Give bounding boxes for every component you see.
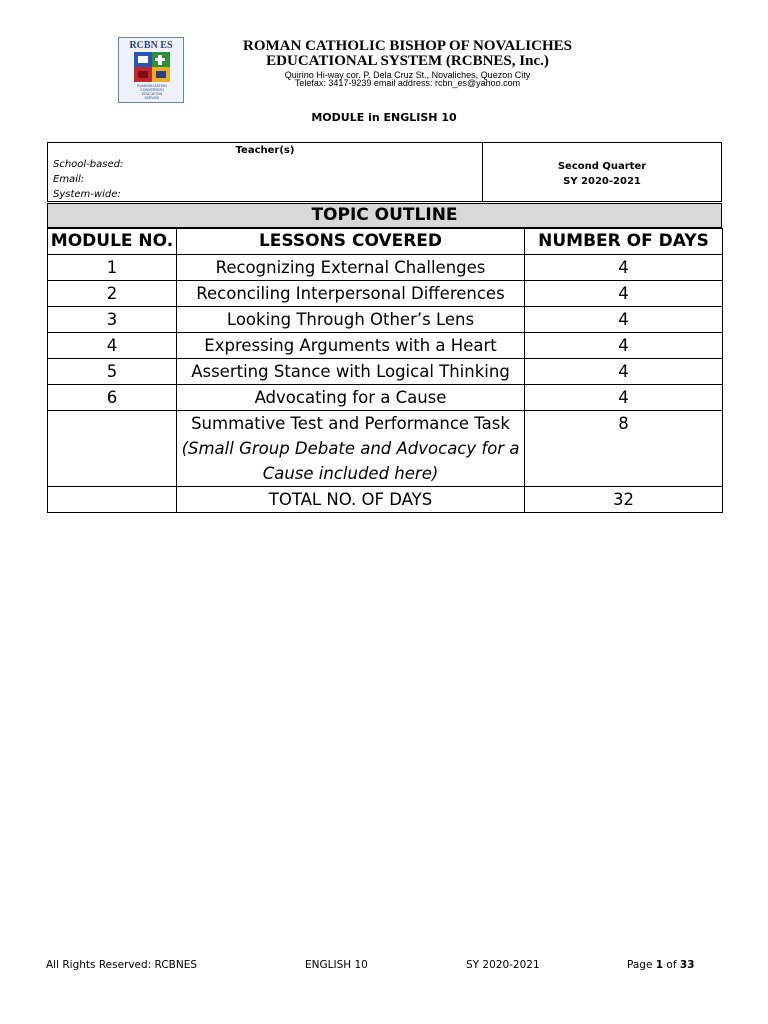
lesson-days: 4 bbox=[525, 255, 723, 281]
table-row bbox=[48, 281, 723, 307]
lesson-days: 4 bbox=[525, 385, 723, 411]
table-row bbox=[48, 333, 723, 359]
quarter-info bbox=[483, 159, 721, 189]
table-row bbox=[48, 307, 723, 333]
lesson-days: 4 bbox=[525, 333, 723, 359]
module-number-empty bbox=[48, 411, 177, 487]
table-row bbox=[48, 255, 723, 281]
lesson-title: Reconciling Interpersonal Differences bbox=[177, 281, 525, 307]
lesson-days: 4 bbox=[525, 307, 723, 333]
topic-outline-table bbox=[47, 228, 723, 513]
teacher-info-box bbox=[47, 142, 722, 202]
module-number: 2 bbox=[48, 281, 177, 307]
footer-subject: ENGLISH 10 bbox=[305, 959, 368, 971]
module-number: 3 bbox=[48, 307, 177, 333]
total-days: 32 bbox=[525, 487, 723, 513]
module-number: 1 bbox=[48, 255, 177, 281]
org-address: Quirino Hi-way cor. P. Dela Cruz St., Novaliches, Quezon City bbox=[284, 70, 531, 80]
table-row bbox=[48, 385, 723, 411]
document-title: MODULE in ENGLISH 10 bbox=[311, 111, 457, 124]
system-wide-label: System-wide: bbox=[53, 189, 121, 200]
footer-rights: All Rights Reserved: RCBNES bbox=[46, 959, 198, 971]
school-logo bbox=[118, 37, 184, 103]
lesson-days: 4 bbox=[525, 281, 723, 307]
total-label: TOTAL NO. OF DAYS bbox=[177, 487, 525, 513]
school-based-label: School-based: bbox=[53, 159, 124, 170]
module-number: 4 bbox=[48, 333, 177, 359]
school-year-label: SY 2020-2021 bbox=[563, 176, 641, 187]
logo-motto: EVANGELIZATION CONVERSION EDUCATION SERVICE bbox=[137, 84, 167, 100]
lesson-title: Recognizing External Challenges bbox=[177, 255, 525, 281]
total-empty-cell bbox=[48, 487, 177, 513]
summative-title: Summative Test and Performance Task bbox=[191, 414, 510, 433]
summative-row bbox=[48, 411, 723, 487]
lesson-title: Advocating for a Cause bbox=[177, 385, 525, 411]
lesson-title: Looking Through Other’s Lens bbox=[177, 307, 525, 333]
lesson-title: Asserting Stance with Logical Thinking bbox=[177, 359, 525, 385]
org-name-line2: EDUCATIONAL SYSTEM (RCBNES, Inc.) bbox=[266, 53, 549, 69]
lesson-title: Expressing Arguments with a Heart bbox=[177, 333, 525, 359]
topic-outline-title: TOPIC OUTLINE bbox=[47, 203, 722, 228]
table-header-row bbox=[48, 229, 723, 255]
module-number: 5 bbox=[48, 359, 177, 385]
summative-cell bbox=[177, 411, 525, 487]
module-number: 6 bbox=[48, 385, 177, 411]
logo-shield-icon bbox=[134, 52, 170, 82]
table-row bbox=[48, 359, 723, 385]
quarter-label: Second Quarter bbox=[557, 161, 647, 172]
header-number-of-days: NUMBER OF DAYS bbox=[525, 229, 723, 255]
teacher-info-left bbox=[48, 143, 483, 201]
total-row bbox=[48, 487, 723, 513]
header-module-no: MODULE NO. bbox=[48, 229, 177, 255]
org-contact: Telefax: 3417-9239 email address: rcbn_es@yahoo.com bbox=[294, 78, 521, 88]
logo-text: RCBN ES bbox=[129, 40, 173, 51]
summative-note: (Small Group Debate and Advocacy for a Cause included here) bbox=[181, 439, 520, 483]
org-name-line1: ROMAN CATHOLIC BISHOP OF NOVALICHES bbox=[243, 38, 572, 54]
footer-page-number: Page 1 of 33 bbox=[627, 959, 695, 971]
summative-days: 8 bbox=[525, 411, 723, 487]
lesson-days: 4 bbox=[525, 359, 723, 385]
email-label: Email: bbox=[53, 174, 85, 185]
teachers-label: Teacher(s) bbox=[235, 145, 295, 156]
footer-school-year: SY 2020-2021 bbox=[466, 959, 540, 971]
header-lessons-covered: LESSONS COVERED bbox=[177, 229, 525, 255]
